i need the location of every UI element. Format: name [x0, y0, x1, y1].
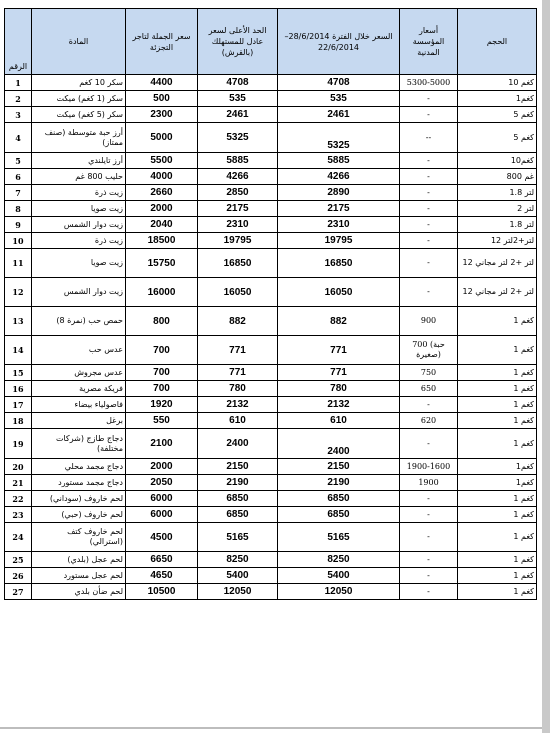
period-price: 2310	[278, 217, 400, 233]
table-row	[5, 336, 537, 365]
period-price: 882	[278, 307, 400, 336]
row-number: 2	[5, 91, 32, 107]
gov-price: 5300-5000	[400, 75, 458, 91]
table-row	[5, 552, 537, 568]
period-price: 19795	[278, 233, 400, 249]
item-size: 1 كغم	[458, 397, 537, 413]
item-name: عدس مجروش	[32, 365, 126, 381]
wholesale-price: 2040	[126, 217, 198, 233]
item-name: فاصولياء بيضاء	[32, 397, 126, 413]
max-price: 2132	[198, 397, 278, 413]
wholesale-price: 550	[126, 413, 198, 429]
gov-price: -	[400, 491, 458, 507]
max-price: 610	[198, 413, 278, 429]
wholesale-price: 6000	[126, 491, 198, 507]
period-price: 771	[278, 336, 400, 365]
item-size: 800 غم	[458, 169, 537, 185]
wholesale-price: 10500	[126, 584, 198, 600]
table-row	[5, 217, 537, 233]
header-period-price: السعر خلال الفترة 28/6/2014–22/6/2014	[278, 9, 400, 75]
max-price: 2461	[198, 107, 278, 123]
item-name: زيت دوار الشمس	[32, 278, 126, 307]
row-number: 15	[5, 365, 32, 381]
period-price: 780	[278, 381, 400, 397]
item-size: 5 كغم	[458, 107, 537, 123]
wholesale-price: 4500	[126, 523, 198, 552]
row-number: 16	[5, 381, 32, 397]
gov-price: 650	[400, 381, 458, 397]
period-price: 16050	[278, 278, 400, 307]
max-price: 6850	[198, 491, 278, 507]
item-name: سكر (1 كغم) ميكت	[32, 91, 126, 107]
wholesale-price: 800	[126, 307, 198, 336]
table-row	[5, 278, 537, 307]
period-price: 12050	[278, 584, 400, 600]
max-price: 12050	[198, 584, 278, 600]
period-price: 6850	[278, 507, 400, 523]
row-number: 7	[5, 185, 32, 201]
item-name: لحم خاروف كتف (استرالي)	[32, 523, 126, 552]
item-size: 12 لتر +2 لتر مجاني	[458, 278, 537, 307]
row-number: 20	[5, 459, 32, 475]
row-number: 25	[5, 552, 32, 568]
table-row	[5, 568, 537, 584]
item-size: 1 كغم	[458, 552, 537, 568]
wholesale-price: 2100	[126, 429, 198, 459]
price-table	[4, 8, 537, 600]
gov-price: -	[400, 249, 458, 278]
item-size: 12 لتر +2 لتر مجاني	[458, 249, 537, 278]
period-price: 8250	[278, 552, 400, 568]
max-price: 5885	[198, 153, 278, 169]
item-size: 12 لتر+2لتر	[458, 233, 537, 249]
max-price: 8250	[198, 552, 278, 568]
table-row	[5, 153, 537, 169]
row-number: 18	[5, 413, 32, 429]
item-size: 1 كغم	[458, 336, 537, 365]
row-number: 27	[5, 584, 32, 600]
period-price: 2175	[278, 201, 400, 217]
item-name: زيت دوار الشمس	[32, 217, 126, 233]
gov-price: -	[400, 107, 458, 123]
row-number: 12	[5, 278, 32, 307]
wholesale-price: 700	[126, 365, 198, 381]
wholesale-price: 4000	[126, 169, 198, 185]
page-bottom-edge	[0, 727, 542, 729]
table-row	[5, 233, 537, 249]
item-size: 1كغم	[458, 91, 537, 107]
item-size: 1 كغم	[458, 568, 537, 584]
table-row	[5, 397, 537, 413]
table-row	[5, 169, 537, 185]
table-row	[5, 249, 537, 278]
scrollbar-track[interactable]	[542, 0, 550, 733]
table-row	[5, 381, 537, 397]
header-gov-price: أسعار المؤسسة المدنية	[400, 9, 458, 75]
item-size: 5 كغم	[458, 123, 537, 153]
max-price: 771	[198, 365, 278, 381]
table-row	[5, 75, 537, 91]
max-price: 780	[198, 381, 278, 397]
item-name: عدس حب	[32, 336, 126, 365]
max-price: 882	[198, 307, 278, 336]
item-size: 1 كغم	[458, 584, 537, 600]
item-name: لحم ضأن بلدي	[32, 584, 126, 600]
period-price: 4266	[278, 169, 400, 185]
item-name: حليب 800 غم	[32, 169, 126, 185]
row-number: 5	[5, 153, 32, 169]
period-price: 2190	[278, 475, 400, 491]
table-row	[5, 185, 537, 201]
max-price: 6850	[198, 507, 278, 523]
wholesale-price: 15750	[126, 249, 198, 278]
wholesale-price: 2660	[126, 185, 198, 201]
gov-price: -	[400, 507, 458, 523]
item-size: 1 كغم	[458, 365, 537, 381]
max-price: 2190	[198, 475, 278, 491]
item-name: حمص حب (نمرة 8)	[32, 307, 126, 336]
period-price: 5325	[278, 123, 400, 153]
row-number: 17	[5, 397, 32, 413]
wholesale-price: 5000	[126, 123, 198, 153]
item-name: برغل	[32, 413, 126, 429]
item-size: 10 كغم	[458, 75, 537, 91]
header-wholesale: سعر الجملة لتاجر التجزئة	[126, 9, 198, 75]
item-name: لحم خاروف (حبي)	[32, 507, 126, 523]
item-size: 1كغم	[458, 459, 537, 475]
period-price: 2890	[278, 185, 400, 201]
item-size: 2 لتر	[458, 201, 537, 217]
wholesale-price: 700	[126, 336, 198, 365]
wholesale-price: 2050	[126, 475, 198, 491]
table-row	[5, 507, 537, 523]
row-number: 11	[5, 249, 32, 278]
period-price: 5400	[278, 568, 400, 584]
item-name: دجاج مجمد محلي	[32, 459, 126, 475]
row-number: 14	[5, 336, 32, 365]
item-name: سكر (5 كغم) ميكت	[32, 107, 126, 123]
gov-price: -	[400, 153, 458, 169]
item-size: 1 كغم	[458, 381, 537, 397]
wholesale-price: 2000	[126, 201, 198, 217]
table-row	[5, 107, 537, 123]
row-number: 1	[5, 75, 32, 91]
row-number: 26	[5, 568, 32, 584]
gov-price: 700 (حبة صغيرة)	[400, 336, 458, 365]
gov-price: -	[400, 185, 458, 201]
table-row	[5, 584, 537, 600]
gov-price: -	[400, 584, 458, 600]
item-size: 1كغم	[458, 475, 537, 491]
period-price: 5165	[278, 523, 400, 552]
header-max-price: الحد الأعلى لسعر عادل للمستهلك (بالقرش)	[198, 9, 278, 75]
gov-price: -	[400, 278, 458, 307]
item-size: 1 كغم	[458, 413, 537, 429]
gov-price: -	[400, 523, 458, 552]
item-name: زيت ذرة	[32, 233, 126, 249]
gov-price: 1900-1600	[400, 459, 458, 475]
table-row	[5, 459, 537, 475]
gov-price: -	[400, 568, 458, 584]
gov-price: -	[400, 169, 458, 185]
item-name: أرز حبة متوسطة (صنف ممتاز)	[32, 123, 126, 153]
gov-price: --	[400, 123, 458, 153]
item-size: 1 كغم	[458, 307, 537, 336]
wholesale-price: 16000	[126, 278, 198, 307]
table-row	[5, 429, 537, 459]
item-size: 1.8 لتر	[458, 185, 537, 201]
item-name: دجاج مجمد مستورد	[32, 475, 126, 491]
gov-price: 900	[400, 307, 458, 336]
period-price: 5885	[278, 153, 400, 169]
row-number: 21	[5, 475, 32, 491]
item-name: دجاج طازج (شركات مختلفة)	[32, 429, 126, 459]
item-name: لحم خاروف (سوداني)	[32, 491, 126, 507]
period-price: 2400	[278, 429, 400, 459]
row-number: 10	[5, 233, 32, 249]
item-size: 1 كغم	[458, 429, 537, 459]
wholesale-price: 6000	[126, 507, 198, 523]
max-price: 5400	[198, 568, 278, 584]
row-number: 8	[5, 201, 32, 217]
gov-price: -	[400, 552, 458, 568]
max-price: 771	[198, 336, 278, 365]
max-price: 4708	[198, 75, 278, 91]
table-row	[5, 365, 537, 381]
item-name: لحم عجل (بلدي)	[32, 552, 126, 568]
item-size: 1 كغم	[458, 523, 537, 552]
period-price: 2461	[278, 107, 400, 123]
table-row	[5, 123, 537, 153]
max-price: 2310	[198, 217, 278, 233]
item-name: فريكة مصرية	[32, 381, 126, 397]
wholesale-price: 700	[126, 381, 198, 397]
wholesale-price: 5500	[126, 153, 198, 169]
max-price: 2150	[198, 459, 278, 475]
period-price: 2132	[278, 397, 400, 413]
row-number: 9	[5, 217, 32, 233]
wholesale-price: 6650	[126, 552, 198, 568]
max-price: 19795	[198, 233, 278, 249]
gov-price: -	[400, 429, 458, 459]
period-price: 610	[278, 413, 400, 429]
row-number: 13	[5, 307, 32, 336]
row-number: 22	[5, 491, 32, 507]
item-size: 1.8 لتر	[458, 217, 537, 233]
gov-price: -	[400, 91, 458, 107]
max-price: 5165	[198, 523, 278, 552]
table-row	[5, 475, 537, 491]
gov-price: -	[400, 217, 458, 233]
max-price: 2175	[198, 201, 278, 217]
table-row	[5, 491, 537, 507]
period-price: 535	[278, 91, 400, 107]
item-size: 1 كغم	[458, 507, 537, 523]
gov-price: 750	[400, 365, 458, 381]
gov-price: -	[400, 397, 458, 413]
row-number: 23	[5, 507, 32, 523]
period-price: 4708	[278, 75, 400, 91]
item-name: سكر 10 كغم	[32, 75, 126, 91]
wholesale-price: 1920	[126, 397, 198, 413]
max-price: 5325	[198, 123, 278, 153]
period-price: 6850	[278, 491, 400, 507]
table-row	[5, 201, 537, 217]
period-price: 16850	[278, 249, 400, 278]
max-price: 535	[198, 91, 278, 107]
max-price: 16050	[198, 278, 278, 307]
wholesale-price: 2000	[126, 459, 198, 475]
item-name: زيت صويا	[32, 249, 126, 278]
item-name: لحم عجل مستورد	[32, 568, 126, 584]
table-row	[5, 307, 537, 336]
period-price: 2150	[278, 459, 400, 475]
item-name: أرز تايلندي	[32, 153, 126, 169]
wholesale-price: 4650	[126, 568, 198, 584]
item-name: زيت ذرة	[32, 185, 126, 201]
gov-price: -	[400, 233, 458, 249]
header-size: الحجم	[458, 9, 537, 75]
row-number: 4	[5, 123, 32, 153]
table-row	[5, 523, 537, 552]
max-price: 16850	[198, 249, 278, 278]
row-number: 19	[5, 429, 32, 459]
header-item: المادة	[32, 9, 126, 75]
row-number: 24	[5, 523, 32, 552]
gov-price: 620	[400, 413, 458, 429]
wholesale-price: 4400	[126, 75, 198, 91]
table-header-row	[5, 9, 537, 75]
header-num: الرقم	[5, 9, 32, 75]
max-price: 2400	[198, 429, 278, 459]
max-price: 2850	[198, 185, 278, 201]
gov-price: 1900	[400, 475, 458, 491]
item-name: زيت صويا	[32, 201, 126, 217]
wholesale-price: 18500	[126, 233, 198, 249]
item-size: 10كغم	[458, 153, 537, 169]
max-price: 4266	[198, 169, 278, 185]
row-number: 6	[5, 169, 32, 185]
wholesale-price: 500	[126, 91, 198, 107]
item-size: 1 كغم	[458, 491, 537, 507]
row-number: 3	[5, 107, 32, 123]
period-price: 771	[278, 365, 400, 381]
wholesale-price: 2300	[126, 107, 198, 123]
gov-price: -	[400, 201, 458, 217]
table-row	[5, 413, 537, 429]
table-row	[5, 91, 537, 107]
